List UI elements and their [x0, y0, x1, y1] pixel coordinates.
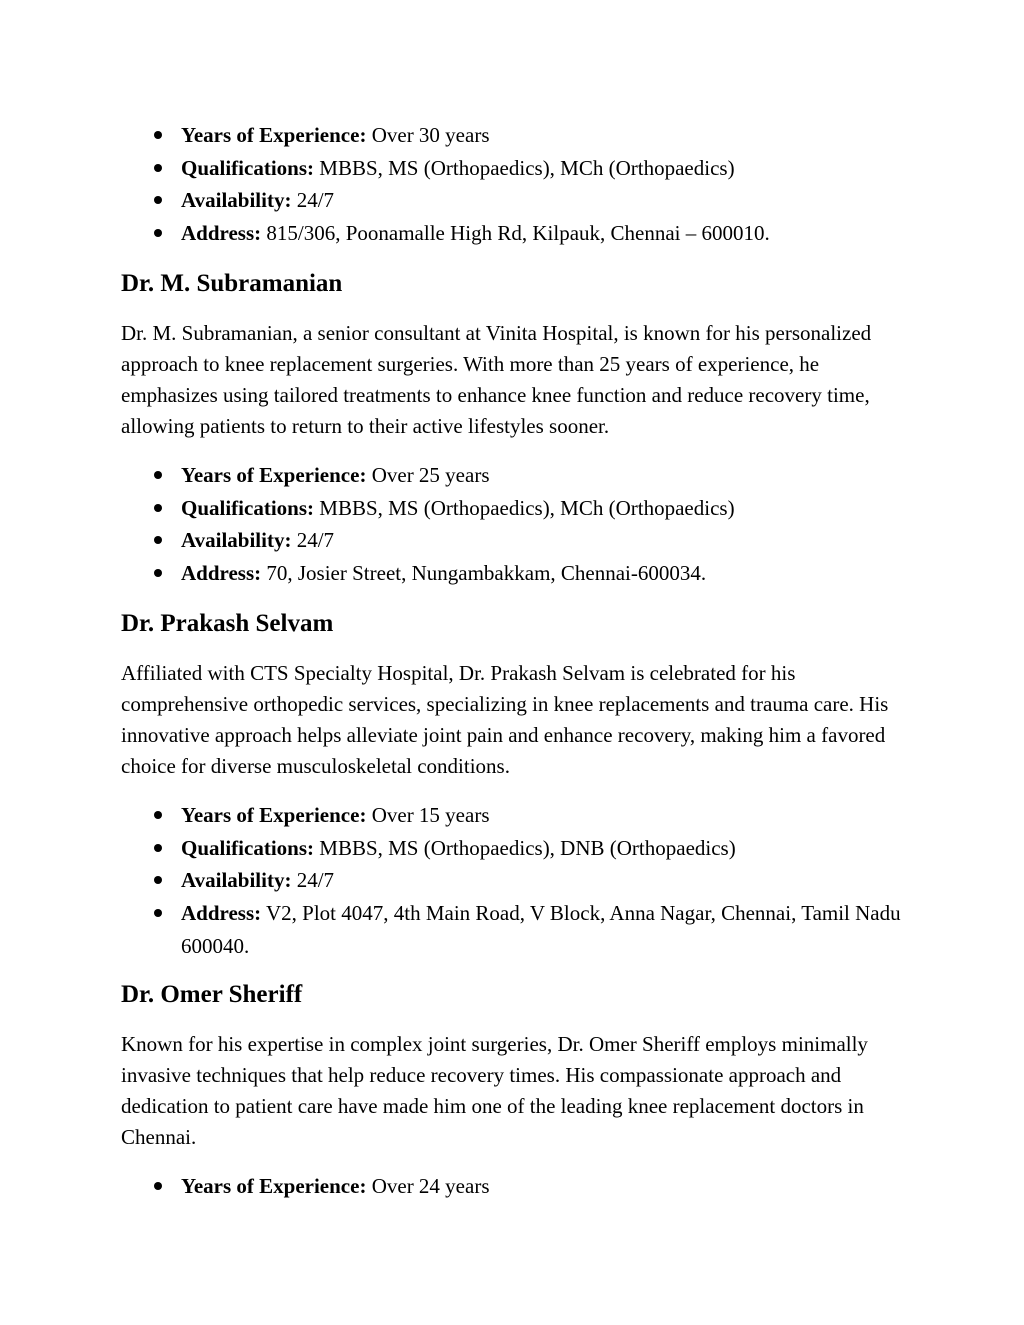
detail-label: Years of Experience: [181, 1174, 367, 1198]
detail-label: Qualifications: [181, 155, 315, 180]
doctor-details-list [0, 1170, 1024, 1203]
list-item [0, 897, 1024, 962]
doctor-heading: Dr. Omer Sheriff [121, 981, 303, 1008]
bullet-icon [154, 876, 162, 884]
list-item [0, 864, 1024, 897]
doctor-description: Dr. M. Subramanian, a senior consultant at Vinita Hospital, is known for his personalized approach to knee replacement surgeries. With more than 25 years of experience, he emphasizes using tailored treatments to enhance knee function and reduce recovery time, allowing patients to return to their active lifestyles sooner. [121, 321, 872, 438]
detail-value: 24/7 [291, 868, 335, 893]
bullet-icon [154, 504, 162, 512]
detail-value: 24/7 [291, 528, 335, 553]
list-item [0, 119, 1024, 152]
doctor-details-list [0, 799, 1024, 963]
detail-value: V2, Plot 4047, 4th Main Road, V Block, Anna Nagar, Chennai, Tamil Nadu 600040. [181, 901, 901, 958]
doctor-description: Affiliated with CTS Specialty Hospital, Dr. Prakash Selvam is celebrated for his comprehensive orthopedic services, specializing in knee replacements and trauma care. His innovative approach helps alleviate joint pain and enhance recovery, making him a favored choice for diverse musculoskeletal conditions. [121, 661, 889, 778]
detail-label: Years of Experience: [181, 803, 367, 827]
bullet-icon [154, 131, 162, 139]
bullet-icon [154, 1182, 162, 1190]
list-item [0, 1170, 1024, 1203]
detail-value: MBBS, MS (Orthopaedics), DNB (Orthopaedics) [314, 835, 736, 860]
bullet-icon [154, 536, 162, 544]
list-item [0, 459, 1024, 492]
detail-label: Years of Experience: [181, 463, 367, 487]
bullet-icon [154, 844, 162, 852]
list-item [0, 557, 1024, 590]
bullet-icon [154, 196, 162, 204]
detail-value: Over 15 years [366, 803, 490, 827]
detail-label: Qualifications: [181, 495, 315, 520]
detail-value: 70, Josier Street, Nungambakkam, Chennai-600034. [261, 561, 707, 586]
detail-value: MBBS, MS (Orthopaedics), MCh (Orthopaedics) [314, 495, 735, 520]
list-item [0, 217, 1024, 250]
doctor-description: Known for his expertise in complex joint surgeries, Dr. Omer Sheriff employs minimally invasive techniques that help reduce recovery times. His compassionate approach and dedication to patient care have made him one of the leading knee replacement doctors in Chennai. [121, 1032, 868, 1149]
list-item [0, 524, 1024, 557]
detail-label: Availability: [181, 528, 292, 553]
detail-value: 815/306, Poonamalle High Rd, Kilpauk, Chennai – 600010. [261, 221, 770, 246]
doctor-heading: Dr. M. Subramanian [121, 270, 343, 297]
list-item [0, 152, 1024, 185]
detail-label: Availability: [181, 868, 292, 893]
detail-value: MBBS, MS (Orthopaedics), MCh (Orthopaedics) [314, 155, 735, 180]
bullet-icon [154, 909, 162, 917]
bullet-icon [154, 164, 162, 172]
detail-value: Over 30 years [366, 123, 490, 147]
list-item [0, 799, 1024, 832]
doctor-details-list [0, 459, 1024, 590]
detail-label: Address: [181, 221, 262, 246]
detail-value: 24/7 [291, 188, 335, 213]
list-item [0, 832, 1024, 865]
detail-label: Address: [181, 561, 262, 586]
detail-value: Over 25 years [366, 463, 490, 487]
doctor-details-list [0, 119, 1024, 250]
list-item [0, 492, 1024, 525]
detail-label: Availability: [181, 188, 292, 213]
bullet-icon [154, 229, 162, 237]
doctor-heading: Dr. Prakash Selvam [121, 610, 334, 637]
list-item [0, 184, 1024, 217]
bullet-icon [154, 471, 162, 479]
detail-value: Over 24 years [366, 1174, 490, 1198]
detail-label: Qualifications: [181, 835, 315, 860]
detail-label: Address: [181, 901, 262, 926]
bullet-icon [154, 569, 162, 577]
detail-label: Years of Experience: [181, 123, 367, 147]
bullet-icon [154, 811, 162, 819]
